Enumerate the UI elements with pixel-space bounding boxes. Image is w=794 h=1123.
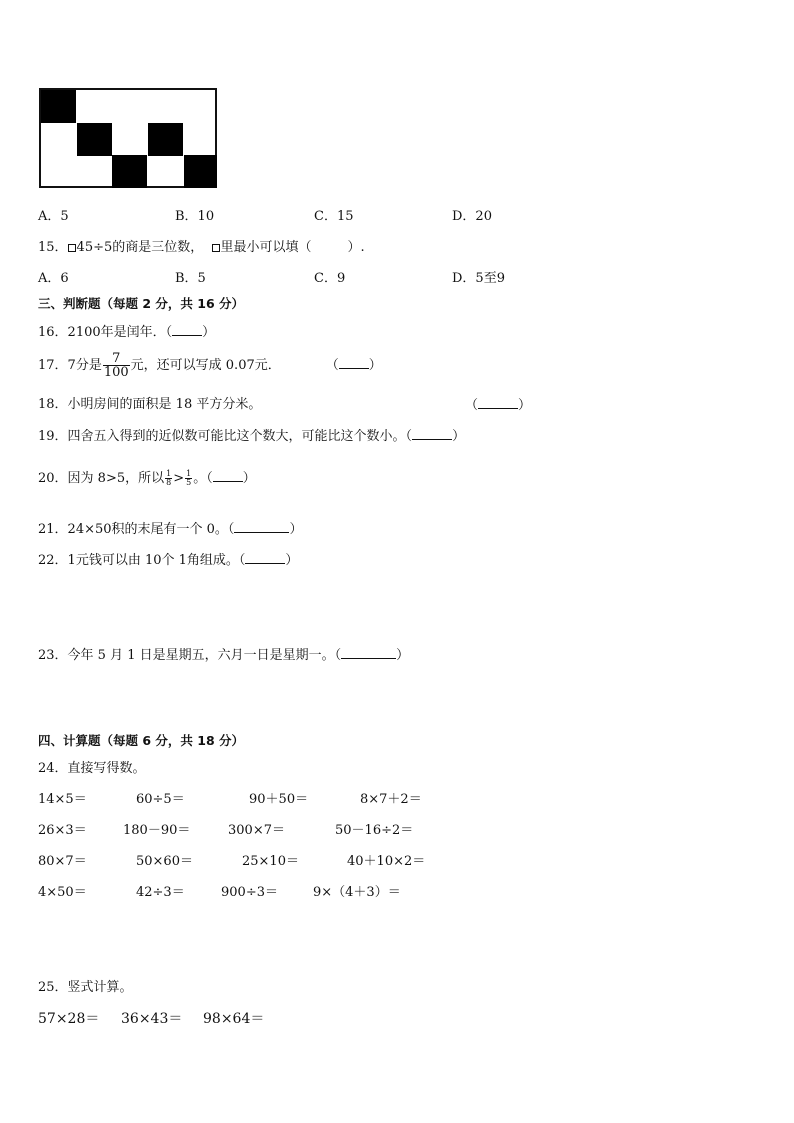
question-number: 19． (38, 429, 68, 444)
close-paren: ） (202, 325, 216, 340)
calc-item: 98×64＝ (203, 1011, 265, 1027)
question-number: 21． (38, 522, 68, 537)
calc-item: 90＋50＝ (249, 792, 309, 807)
q15-text-b: 里最小可以填（ (220, 240, 312, 255)
q14-option-c: C．15 (314, 209, 354, 224)
q18 (38, 398, 261, 411)
calc-item: 9×（4＋3）＝ (313, 885, 401, 900)
calc-item: 300×7＝ (228, 823, 285, 838)
close-paren: ） (452, 429, 466, 444)
q21 (38, 522, 302, 536)
open-paren: （ (465, 398, 479, 413)
section-4-title: 四、计算题（每题 6 分，共 18 分） (38, 733, 245, 748)
q23-text: 今年 5 月 1 日是星期五，六月一日是星期一。（ (67, 648, 342, 663)
fraction-numerator: 7 (103, 352, 130, 366)
q14-option-a: A．5 (38, 209, 69, 224)
calc-item: 60÷5＝ (136, 792, 185, 807)
q23 (38, 648, 409, 662)
calc-item: 57×28＝ (38, 1011, 100, 1027)
q16 (38, 325, 215, 339)
q14-option-b: B．10 (175, 209, 215, 224)
q14-option-d: D．20 (452, 209, 492, 224)
close-paren: ） (289, 522, 303, 537)
q19 (38, 429, 465, 443)
q17-text-b: 元，还可以写成 0.07元． (130, 358, 281, 373)
close-paren: ） (518, 398, 532, 413)
q16-text: 2100年是闰年．（ (67, 325, 173, 340)
black-square (41, 90, 76, 123)
black-square (148, 123, 183, 156)
black-square (112, 155, 147, 188)
close-paren: ） (396, 648, 410, 663)
greater-than-sign: > (173, 471, 185, 486)
q19-text: 四舍五入得到的近似数可能比这个数大，可能比这个数小。（ (67, 429, 413, 444)
calc-item: 26×3＝ (38, 823, 87, 838)
q24-title: 24．直接写得数。 (38, 761, 146, 776)
question-number: 18． (38, 397, 68, 412)
calc-item: 900÷3＝ (221, 885, 278, 900)
q17 (38, 352, 382, 379)
answer-blank[interactable] (339, 358, 369, 369)
fraction (103, 352, 130, 379)
fraction (185, 470, 192, 487)
calc-item: 50－16÷2＝ (335, 823, 414, 838)
answer-blank[interactable] (412, 429, 452, 440)
q15-option-b: B．5 (175, 271, 206, 286)
fraction-numerator: 1 (166, 469, 172, 478)
open-paren: （ (325, 358, 339, 373)
calc-item: 40＋10×2＝ (347, 854, 426, 869)
blank-box-icon (68, 244, 76, 252)
calc-item: 14×5＝ (38, 792, 87, 807)
answer-blank[interactable] (478, 398, 518, 409)
question-number: 15． (38, 240, 68, 255)
q15-option-a: A．6 (38, 271, 69, 286)
q21-text: 24×50积的末尾有一个 0。（ (67, 522, 235, 537)
q15-option-d: D．5至9 (452, 271, 505, 286)
fraction-denominator: 8 (166, 478, 172, 487)
answer-blank[interactable] (234, 522, 289, 533)
calc-item: 42÷3＝ (136, 885, 185, 900)
q15-question (38, 241, 365, 254)
close-paren: ） (242, 471, 256, 486)
answer-blank[interactable] (213, 471, 243, 482)
q18-text: 小明房间的面积是 18 平方分米。 (67, 397, 262, 412)
q22 (38, 553, 298, 567)
q15-text-a: 45÷5的商是三位数， (76, 240, 204, 255)
fraction (165, 470, 172, 487)
calc-item: 8×7＋2＝ (360, 792, 422, 807)
q15-text-c: ）. (347, 240, 365, 255)
q20 (38, 470, 256, 487)
q22-text: 1元钱可以由 10个 1角组成。（ (67, 553, 246, 568)
fraction-denominator: 5 (186, 478, 192, 487)
calc-item: 50×60＝ (136, 854, 193, 869)
close-paren: ） (368, 358, 382, 373)
q18-answer (465, 398, 531, 412)
q17-text-a: 7分是 (67, 358, 102, 373)
q20-text-a: 因为 8>5，所以 (67, 471, 165, 486)
black-square (184, 155, 217, 188)
close-paren: ） (285, 553, 299, 568)
question-number: 16． (38, 325, 68, 340)
calc-item: 36×43＝ (121, 1011, 183, 1027)
section-3-title: 三、判断题（每题 2 分，共 16 分） (38, 296, 245, 311)
question-number: 23． (38, 648, 68, 663)
question-number: 20． (38, 471, 68, 486)
checkerboard-figure (39, 88, 217, 188)
calc-item: 4×50＝ (38, 885, 87, 900)
fraction-denominator: 100 (103, 365, 129, 380)
q20-text-b: 。（ (193, 471, 213, 486)
q15-option-c: C．9 (314, 271, 346, 286)
q25-title: 25．竖式计算。 (38, 980, 133, 995)
calc-item: 25×10＝ (242, 854, 299, 869)
question-number: 22． (38, 553, 68, 568)
answer-blank[interactable] (245, 553, 285, 564)
black-square (77, 123, 112, 156)
fraction-numerator: 1 (186, 469, 192, 478)
calc-item: 80×7＝ (38, 854, 87, 869)
blank-box-icon (212, 244, 220, 252)
calc-item: 180－90＝ (123, 823, 191, 838)
question-number: 17． (38, 358, 68, 373)
answer-blank[interactable] (341, 648, 396, 659)
answer-blank[interactable] (172, 325, 202, 336)
